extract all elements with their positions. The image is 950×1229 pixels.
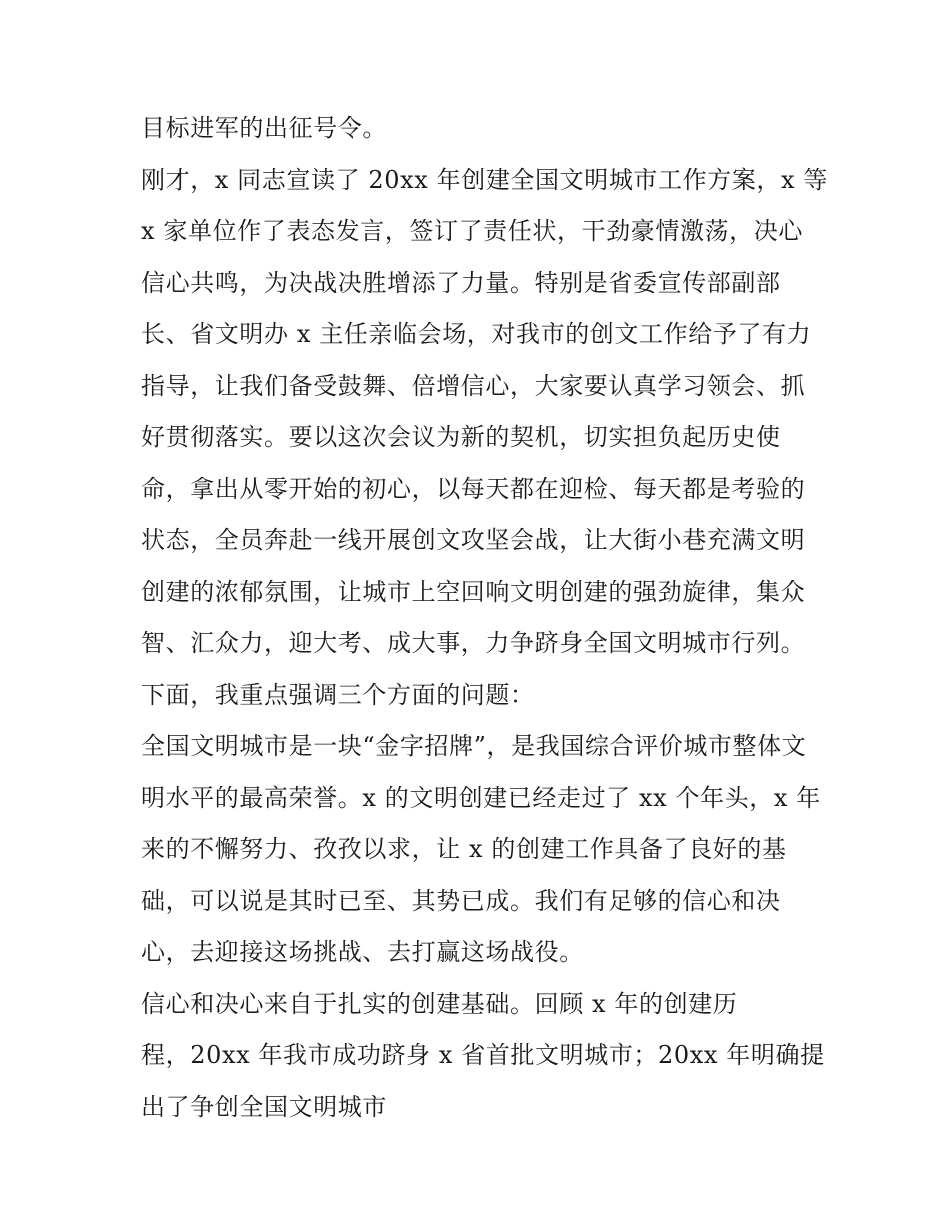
- text-line: 智、汇众力，迎大考、成大事，力争跻身全国文明城市行列。: [141, 629, 806, 657]
- text-line: 长、省文明办 x 主任亲临会场，对我市的创文工作给予了有力: [141, 320, 812, 348]
- text-line: 目标进军的出征号令。: [141, 114, 387, 142]
- text-line: 出了争创全国文明城市: [141, 1093, 387, 1121]
- text-line: 状态，全员奔赴一线开展创文攻坚会战，让大街小巷充满文明: [141, 526, 806, 554]
- text-line: 明水平的最高荣誉。x 的文明创建已经走过了 xx 个年头，x 年: [141, 784, 821, 812]
- text-line: 命，拿出从零开始的初心，以每天都在迎检、每天都是考验的: [141, 475, 806, 503]
- text-line: 心，去迎接这场挑战、去打赢这场战役。: [141, 938, 584, 966]
- text-line: 创建的浓郁氛围，让城市上空回响文明创建的强劲旋律，集众: [141, 578, 806, 606]
- text-line: 来的不懈努力、孜孜以求，让 x 的创建工作具备了良好的基: [141, 835, 787, 863]
- text-line: 础，可以说是其时已至、其势已成。我们有足够的信心和决: [141, 887, 781, 915]
- text-line: 信心和决心来自于扎实的创建基础。回顾 x 年的创建历: [141, 990, 738, 1018]
- text-line: 好贯彻落实。要以这次会议为新的契机，切实担负起历史使: [141, 423, 781, 451]
- text-line: 刚才，x 同志宣读了 20xx 年创建全国文明城市工作方案，x 等: [141, 166, 828, 194]
- text-line: 程，20xx 年我市成功跻身 x 省首批文明城市；20xx 年明确提: [141, 1041, 825, 1069]
- text-line: x 家单位作了表态发言，签订了责任状，干劲豪情激荡，决心: [141, 217, 803, 245]
- text-line: 下面，我重点强调三个方面的问题：: [141, 681, 535, 709]
- text-line: 全国文明城市是一块“金字招牌”，是我国综合评价城市整体文: [141, 732, 807, 760]
- text-line: 指导，让我们备受鼓舞、倍增信心，大家要认真学习领会、抓: [141, 372, 806, 400]
- text-line: 信心共鸣，为决战决胜增添了力量。特别是省委宣传部副部: [141, 269, 781, 297]
